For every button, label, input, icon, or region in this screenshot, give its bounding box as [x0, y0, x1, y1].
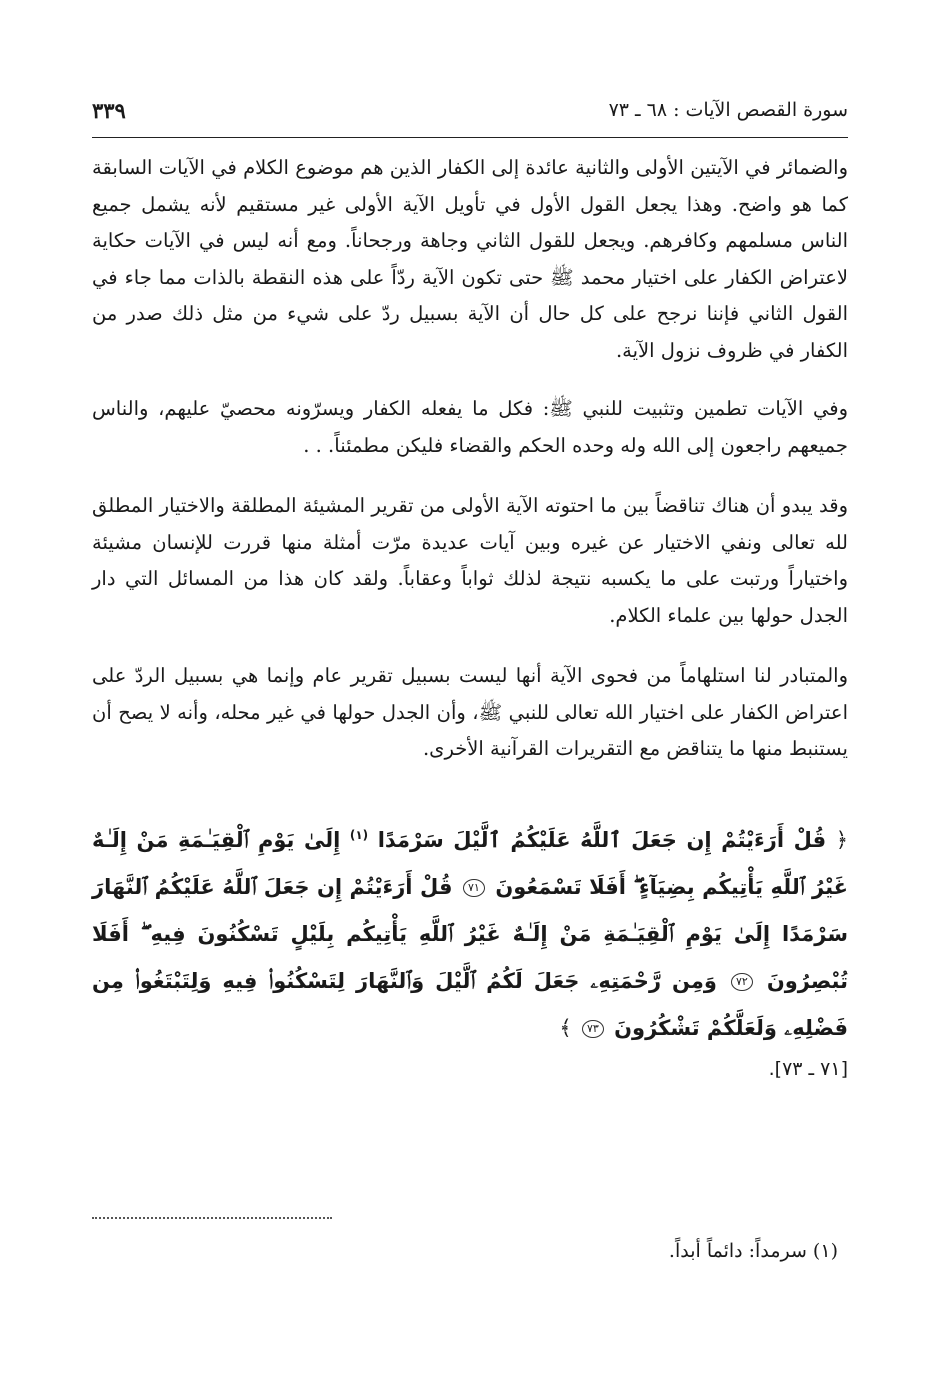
- ayah-number-marker: ٧٢: [731, 973, 753, 991]
- verse-text: قُلْ أَرَءَيْتُمْ إِن جَعَلَ ٱللَّهُ عَلَيْكُمُ ٱلنَّهَارَ سَرْمَدًا إِلَىٰ يَوْمِ ٱلْقِيَـٰمَةِ مَنْ إِلَـٰهٌ غَيْرُ ٱللَّهِ يَأْتِيكُم بِلَيْلٍ تَسْكُنُونَ فِيهِ ۖ أَفَلَا تُبْصِرُونَ: [92, 874, 849, 993]
- footnote-separator: [92, 1217, 332, 1219]
- paragraph: وفي الآيات تطمين وتثبيت للنبي ﷺ: فكل ما يفعله الكفار ويسرّونه محصيّ عليهم، والناس جميعهم راجعون إلى الله وله وحده الحكم والقضاء فليكن مطمئناً. . .: [92, 397, 848, 457]
- paragraph: والضمائر في الآيتين الأولى والثانية عائدة إلى الكفار الذين هم موضوع الكلام في الآيات السابقة كما هو واضح. وهذا يجعل القول الأول في تأويل الآية الأولى غير مستقيم لأنه يشمل جميع الناس مسلمهم وكافرهم. ويجعل للقول الثاني وجاهة ورجحاناً. ومع أنه ليس في الآيات حكاية لاعتراض الكفار على اختيار محمد ﷺ حتى تكون الآية ردّاً على هذه النقطة بالذات مما جاء في القول الثاني فإننا نرجح على كل حال أن الآية بسبيل ردّ على شيء من مثل ذلك صدر من الكفار في ظروف نزول الآية.: [92, 156, 848, 362]
- verse-open-bracket: ﴿: [835, 827, 848, 852]
- paragraph: وقد يبدو أن هناك تناقضاً بين ما احتوته الآية الأولى من تقرير المشيئة المطلقة والاختيار المطلق لله تعالى ونفي الاختيار عن غيره وبين آيات عديدة مرّت أمثلة منها قررت للإنسان مشيئة واختياراً ورتبت على ما يكسبه نتيجة لذلك ثواباً وعقاباً. ولقد كان هذا من المسائل التي دار الجدل حولها بين علماء الكلام.: [92, 494, 848, 627]
- verse-text: وَمِن رَّحْمَتِهِۦ جَعَلَ لَكُمُ ٱلَّيْلَ وَٱلنَّهَارَ لِتَسْكُنُوا۟ فِيهِ وَلِتَبْتَغُوا۟ مِن فَضْلِهِۦ وَلَعَلَّكُمْ تَشْكُرُونَ: [92, 968, 848, 1040]
- ayah-number-marker: ٧٣: [582, 1020, 604, 1038]
- book-page: [92, 92, 848, 1342]
- footnote-mark: (١): [349, 827, 369, 842]
- page-header: [92, 92, 848, 128]
- header-rule: [92, 137, 848, 138]
- ayah-number-marker: ٧١: [463, 879, 485, 897]
- verse-close-bracket: ﴾: [559, 1015, 572, 1040]
- paragraph: والمتبادر لنا استلهاماً من فحوى الآية أنها ليست بسبيل تقرير عام وإنما هي بسبيل الردّ على اعتراض الكفار على اختيار الله تعالى للنبي ﷺ، وأن الجدل حولها في غير محله، وأنه لا يصح أن يستنبط منها ما يتناقض مع التقريرات القرآنية الأخرى.: [92, 664, 848, 760]
- page-body: [92, 150, 848, 1086]
- verse-text: قُلْ أَرَءَيْتُمْ إِن جَعَلَ ٱللَّهُ عَلَيْكُمُ ٱلَّيْلَ سَرْمَدًا: [377, 827, 827, 852]
- verse-text: إِلَىٰ يَوْمِ ٱلْقِيَـٰمَةِ مَنْ إِلَـٰهٌ غَيْرُ ٱللَّهِ يَأْتِيكُم بِضِيَآءٍ ۖ أَفَلَا تَسْمَعُونَ: [92, 827, 849, 899]
- footnote: (١) سرمداً: دائماً أبداً.: [668, 1240, 838, 1262]
- quran-verse-block: [92, 812, 848, 1086]
- running-title: سورة القصص الآيات : ٦٨ ـ ٧٣: [608, 99, 848, 121]
- verse-reference: [٧١ ـ ٧٣].: [768, 1057, 848, 1080]
- page-number: ٣٣٩: [92, 97, 126, 123]
